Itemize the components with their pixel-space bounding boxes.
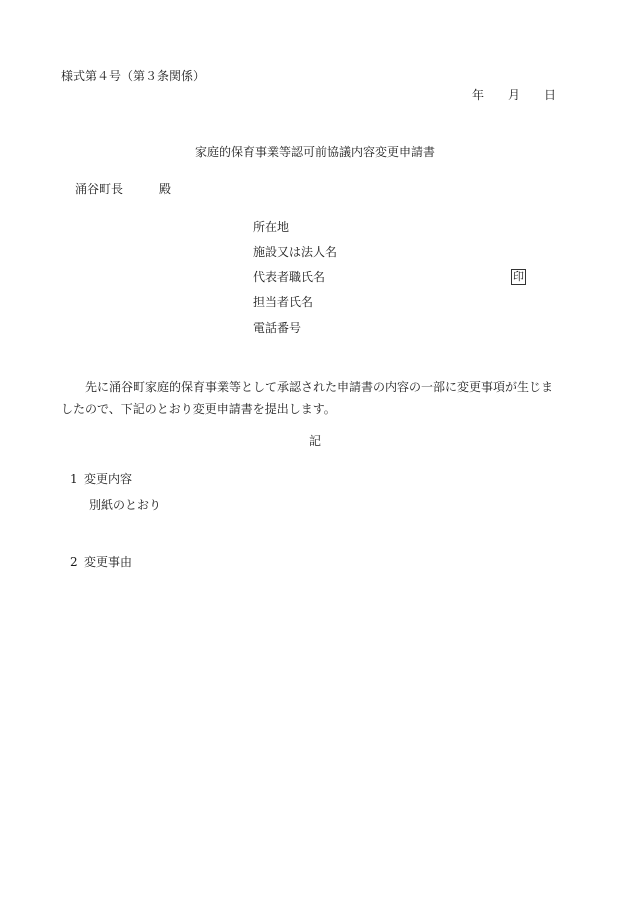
form-number: 様式第４号（第３条関係） [61, 69, 206, 83]
applicant-facility-label: 施設又は法人名 [253, 245, 338, 259]
ki-heading: 記 [308, 434, 321, 448]
item-number: 2 [70, 555, 78, 569]
item-number: 1 [70, 472, 78, 486]
applicant-phone-label: 電話番号 [253, 321, 302, 335]
month-label: 月 [508, 88, 521, 102]
applicant-representative-label: 代表者職氏名 [253, 270, 326, 284]
addressee [75, 181, 171, 197]
item-label: 変更内容 [84, 472, 133, 486]
year-label: 年 [472, 88, 485, 102]
document-title: 家庭的保育事業等認可前協議内容変更申請書 [194, 145, 435, 159]
body-paragraph: 先に涌谷町家庭的保育事業等として承認された申請書の内容の一部に変更事項が生じましたので、下記のとおり変更申請書を提出します。 [61, 380, 554, 416]
applicant-contact-label: 担当者氏名 [253, 295, 314, 309]
day-label: 日 [544, 88, 557, 102]
item-change-reason [70, 554, 132, 570]
addressee-honorific: 殿 [159, 182, 172, 196]
item-change-content-detail: 別紙のとおり [89, 498, 162, 512]
seal-mark: 印 [513, 270, 524, 283]
item-label: 変更事由 [84, 555, 133, 569]
date-line [472, 87, 556, 103]
item-change-content [70, 471, 132, 487]
addressee-name: 涌谷町長 [75, 182, 124, 196]
applicant-address-label: 所在地 [253, 220, 290, 234]
